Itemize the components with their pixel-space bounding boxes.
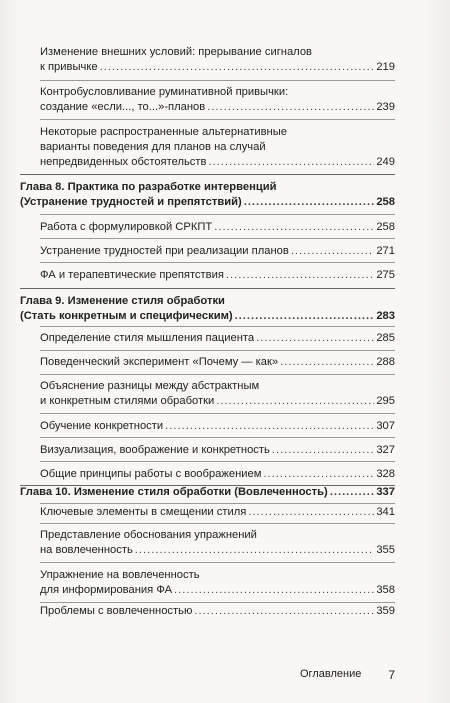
- toc-page-number: 295: [376, 395, 395, 407]
- toc-page-number: 249: [376, 156, 395, 168]
- toc-entry[interactable]: [40, 419, 395, 434]
- toc-entry-line: и конкретным стилями обработки: [40, 395, 215, 407]
- toc-entry-line: для информирования ФА: [40, 584, 173, 596]
- divider: [20, 288, 395, 289]
- divider: [40, 350, 395, 351]
- toc-chapter[interactable]: [20, 485, 395, 500]
- divider: [40, 326, 395, 327]
- divider: [40, 413, 395, 414]
- divider: [40, 214, 395, 215]
- divider: [40, 503, 395, 504]
- toc-entry-line: Обучение конкретности: [40, 420, 164, 432]
- leader-dots: [263, 467, 374, 482]
- toc-entry[interactable]: [40, 244, 395, 259]
- toc-entry-line: непредвиденных обстоятельств: [40, 156, 207, 168]
- divider: [40, 562, 395, 563]
- toc-entry-line: Устранение трудностей при реализации планов: [40, 245, 289, 257]
- toc-entry[interactable]: [40, 125, 395, 170]
- toc-entry-line: Проблемы с вовлеченностью: [40, 605, 193, 617]
- footer-section-title: Оглавление: [300, 668, 362, 680]
- toc-page-number: 219: [376, 61, 395, 73]
- toc-entry-line: Поведенческий эксперимент «Почему — как»: [40, 356, 279, 368]
- toc-chapter[interactable]: [20, 180, 395, 210]
- toc-page-number: 327: [376, 444, 395, 456]
- toc-chapter-line: Глава 9. Изменение стиля обработки: [20, 295, 225, 307]
- leader-dots: [214, 220, 374, 235]
- toc-page-number: 271: [376, 245, 395, 257]
- divider: [40, 523, 395, 524]
- toc-entry-line: Изменение внешних условий: прерывание сигналов: [40, 46, 312, 58]
- toc-chapter-line: Глава 8. Практика по разработке интервенций: [20, 181, 277, 193]
- toc-page-number: 288: [376, 356, 395, 368]
- leader-dots: [256, 331, 374, 346]
- toc-entry-line: на вовлеченность: [40, 544, 133, 556]
- toc-entry-line: варианты поведения для планов на случай: [40, 141, 266, 153]
- divider: [40, 461, 395, 462]
- toc-entry-line: Объяснение разницы между абстрактным: [40, 380, 260, 392]
- toc-entry-line: к привычке: [40, 61, 98, 73]
- divider: [40, 374, 395, 375]
- toc-entry[interactable]: [40, 443, 395, 458]
- leader-dots: [235, 309, 375, 324]
- footer-page-number: 7: [388, 668, 395, 682]
- toc-page-number: 341: [376, 506, 395, 518]
- divider: [40, 119, 395, 120]
- divider: [40, 80, 395, 81]
- toc-entry[interactable]: [40, 528, 395, 558]
- leader-dots: [216, 394, 374, 409]
- leader-dots: [100, 60, 375, 75]
- toc-page-number: 358: [376, 584, 395, 596]
- toc-entry[interactable]: [40, 505, 395, 520]
- leader-dots: [207, 100, 374, 115]
- toc-chapter-line: (Устранение трудностей и препятствий): [20, 196, 242, 208]
- toc-entry[interactable]: [40, 268, 395, 283]
- leader-dots: [244, 195, 375, 210]
- toc-entry-line: создание «если..., то...»-планов: [40, 101, 206, 113]
- leader-dots: [248, 505, 374, 520]
- toc-entry-line: Ключевые элементы в смещении стиля: [40, 506, 247, 518]
- divider: [40, 602, 395, 603]
- toc-page-number: 239: [376, 101, 395, 113]
- toc-page-number: 328: [376, 468, 395, 480]
- leader-dots: [165, 419, 374, 434]
- toc-entry[interactable]: [40, 331, 395, 346]
- toc-page-number: 307: [376, 420, 395, 432]
- toc-entry[interactable]: [40, 467, 395, 482]
- toc-entry[interactable]: [40, 85, 395, 115]
- toc-entry[interactable]: [40, 568, 395, 598]
- leader-dots: [280, 355, 374, 370]
- leader-dots: [291, 244, 375, 259]
- divider: [20, 174, 395, 175]
- divider: [40, 238, 395, 239]
- toc-entry-line: Упражнение на вовлеченность: [40, 569, 200, 581]
- toc-entry[interactable]: [40, 355, 395, 370]
- toc-chapter-line: (Стать конкретным и специфическим): [20, 310, 233, 322]
- leader-dots: [208, 155, 374, 170]
- leader-dots: [135, 543, 375, 558]
- toc-entry-line: Визуализация, воображение и конкретность: [40, 444, 270, 456]
- toc-entry-line: ФА и терапевтические препятствия: [40, 269, 224, 281]
- toc-entry[interactable]: [40, 604, 395, 619]
- toc-page-number: 258: [376, 196, 395, 208]
- toc-page-number: 275: [376, 269, 395, 281]
- toc-entry-line: Представление обоснования упражнений: [40, 529, 257, 541]
- toc-page-number: 359: [376, 605, 395, 617]
- toc-page-number: 285: [376, 332, 395, 344]
- toc-page-number: 283: [376, 310, 395, 322]
- divider: [40, 437, 395, 438]
- toc-page-number: 337: [376, 486, 395, 498]
- toc-chapter[interactable]: [20, 294, 395, 324]
- toc-page-number: 355: [376, 544, 395, 556]
- toc-entry-line: Общие принципы работы с воображением: [40, 468, 262, 480]
- toc-entry-line: Контробусловливание руминативной привычки:: [40, 86, 289, 98]
- toc-page-number: 258: [376, 221, 395, 233]
- leader-dots: [330, 485, 375, 500]
- leader-dots: [174, 583, 374, 598]
- divider: [40, 262, 395, 263]
- page-footer: [300, 668, 395, 682]
- toc-chapter-line: Глава 10. Изменение стиля обработки (Вовлеченность): [20, 486, 328, 498]
- leader-dots: [226, 268, 374, 283]
- toc-entry[interactable]: [40, 220, 395, 235]
- toc-entry[interactable]: [40, 379, 395, 409]
- toc-entry-line: Работа с формулировкой СРКПТ: [40, 221, 213, 233]
- toc-entry[interactable]: [40, 45, 395, 75]
- leader-dots: [272, 443, 374, 458]
- toc-entry-line: Некоторые распространенные альтернативные: [40, 126, 287, 138]
- toc-entry-line: Определение стиля мышления пациента: [40, 332, 255, 344]
- leader-dots: [194, 604, 374, 619]
